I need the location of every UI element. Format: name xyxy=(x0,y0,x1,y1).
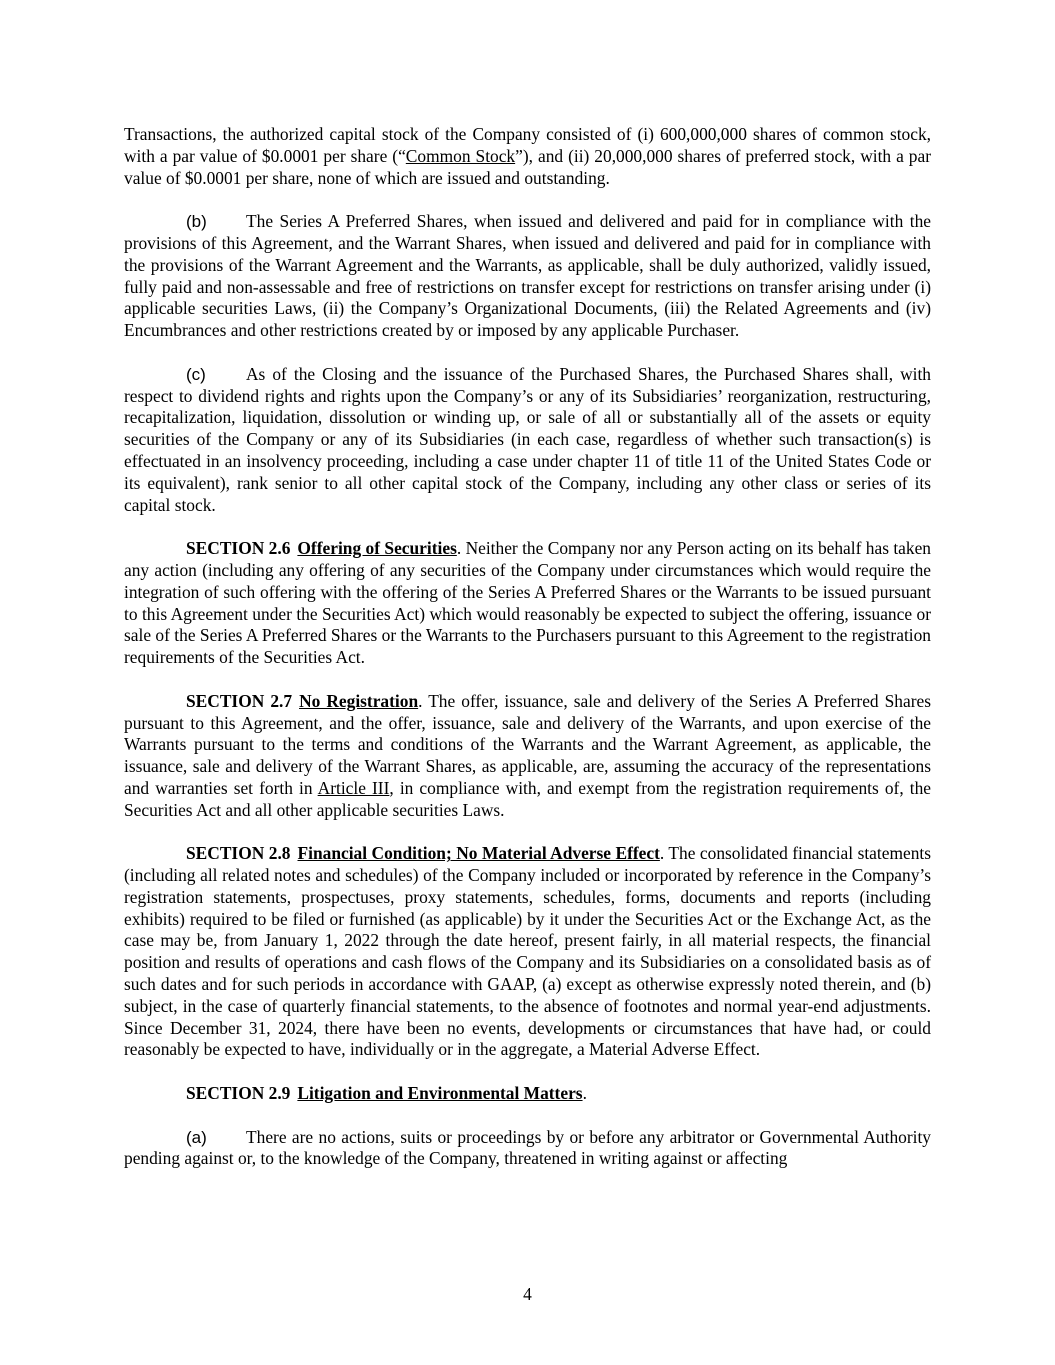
paragraph-b xyxy=(124,211,931,342)
section-2-9 xyxy=(124,1083,931,1105)
section-2-7-number: SECTION 2.7 xyxy=(186,690,293,711)
paragraph-a-text: There are no actions, suits or proceedings by or before any arbitrator or Governmental Authority pending against or, to the knowledge of the Company, threatened in writing against or affecting xyxy=(124,1126,931,1169)
paragraph-c xyxy=(124,364,931,517)
section-2-9-number: SECTION 2.9 xyxy=(186,1083,291,1104)
section-2-8 xyxy=(124,843,931,1061)
section-2-8-text: . The consolidated financial statements (including all related notes and schedules) of the Company included or incorporated by reference in the Company’s registration statements, prospectuses, proxy statements, schedules, forms, documents and reports (including exhibits) required to be filed or furnished (as applicable) by it under the Securities Act or the Exchange Act, as the case may be, from January 1, 2022 through the date hereof, present fairly, in all material respects, the financial position and results of operations and cash flows of the Company and its Subsidiaries on a consolidated basis as of such dates and for such periods in accordance with GAAP, (a) except as otherwise expressly noted therein, and (b) subject, in the case of quarterly financial statements, to the absence of footnotes and normal year-end adjustments. Since December 31, 2024, there have been no events, developments or circumstances that have had, or could reasonably be expected to have, individually or in the aggregate, a Material Adverse Effect. xyxy=(124,843,931,1060)
section-2-9-title: Litigation and Environmental Matters xyxy=(297,1083,583,1104)
section-2-6-title: Offering of Securities xyxy=(297,538,457,559)
section-2-8-title: Financial Condition; No Material Adverse Effect xyxy=(297,843,660,864)
capital-stock-paragraph xyxy=(124,124,931,189)
paragraph-a xyxy=(124,1127,931,1171)
section-2-8-number: SECTION 2.8 xyxy=(186,843,291,864)
section-2-7 xyxy=(124,691,931,822)
paragraph-c-text: As of the Closing and the issuance of the Purchased Shares, the Purchased Shares shall, with respect to dividend rights and rights upon the Company’s or any of its Subsidiaries’ reorganization, restructuring, recapitalization, liquidation, dissolution or winding up, or sale of all or substantially all of the assets or equity securities of the Company or any of its Subsidiaries (in each case, regardless of whether such transaction(s) is effectuated in an insolvency proceeding, including a case under chapter 11 of title 11 of the United States Code or its equivalent), rank senior to all other capital stock of the Company, including any other class or series of its capital stock. xyxy=(124,363,931,515)
paragraph-a-label: (a) xyxy=(186,1127,207,1147)
capital-stock-text: Transactions, the authorized capital stock of the Company consisted of (i) 600,000,000 shares of common stock, with a par value of $0.0001 per share (“ xyxy=(124,124,931,166)
paragraph-c-label: (c) xyxy=(186,364,206,384)
document-page xyxy=(124,124,931,1170)
paragraph-b-text: The Series A Preferred Shares, when issued and delivered and paid for in compliance with the provisions of this Agreement, and the Warrant Shares, when issued and delivered and paid for in compliance with the provisions of the Warrant Agreement and the Warrants, as applicable, shall be duly authorized, validly issued, fully paid and non-assessable and free of restrictions on transfer except for restrictions on transfer arising under (i) applicable securities Laws, (ii) the Company’s Organizational Documents, (iii) the Related Agreements and (iv) Encumbrances and other restrictions created by or imposed by any applicable Purchaser. xyxy=(124,211,931,341)
section-2-7-text-continued: , in compliance with, and exempt from the registration requirements of, the Securities Act and all other applicable securities Laws. xyxy=(124,777,931,820)
section-2-6-text: . Neither the Company nor any Person acting on its behalf has taken any action (including any offering of any securities of the Company under circumstances which would require the integration of such offering with the offering of the Series A Preferred Shares or the Warrants to be issued pursuant to this Agreement under the Securities Act) which would reasonably be expected to subject the offering, issuance or sale of the Series A Preferred Shares or the Warrants to the Purchasers pursuant to this Agreement to the registration requirements of the Securities Act. xyxy=(124,538,931,668)
section-2-7-title: No Registration xyxy=(299,690,419,711)
capital-stock-text-continued: ”), and (ii) 20,000,000 shares of preferred stock, with a par value of $0.0001 per share, none of which are issued and outstanding. xyxy=(124,145,932,188)
common-stock-defined-term: Common Stock xyxy=(405,145,516,166)
article-iii-reference: Article III xyxy=(317,777,390,798)
section-2-6 xyxy=(124,538,931,669)
section-2-9-text: . xyxy=(582,1083,587,1104)
page-number: 4 xyxy=(523,1284,532,1304)
paragraph-b-label: (b) xyxy=(186,212,207,232)
section-2-7-text: . The offer, issuance, sale and delivery of the Series A Preferred Shares pursuant to this Agreement, and the offer, issuance, sale and delivery of the Warrants, and upon exercise of the Warrants pursuant to the terms and conditions of the Warrants and the Warrant Agreement, as applicable, the issuance, sale and delivery of the Warrant Shares, as applicable, are, assuming the accuracy of the representations and warranties set forth in xyxy=(124,690,931,798)
section-2-6-number: SECTION 2.6 xyxy=(186,538,291,559)
